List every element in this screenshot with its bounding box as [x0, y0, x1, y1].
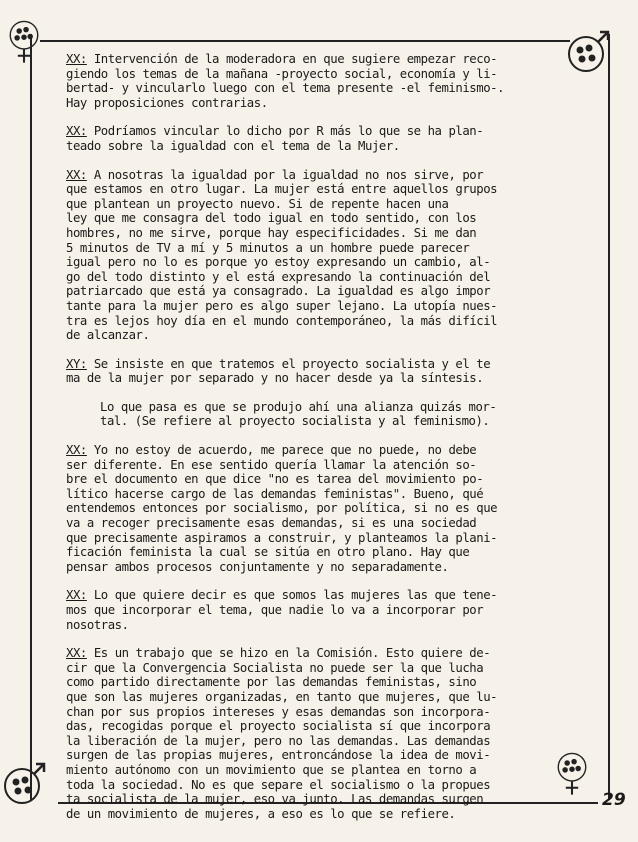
- text-line: [66, 603, 572, 618]
- line-text: das, recogidas porque el proyecto socialista sí que incorpora: [66, 719, 491, 734]
- line-text: lítico hacerse cargo de las demandas feministas". Bueno, qué: [66, 486, 484, 501]
- text-line: [66, 705, 572, 720]
- speaker-label: XX:: [66, 167, 87, 182]
- line-text: Es un trabajo que se hizo en la Comisión. Esto quiere de-: [86, 646, 491, 661]
- line-text: tra es lejos hoy día en el mundo contemporáneo, la más difícil: [66, 313, 498, 328]
- text-line: [66, 516, 572, 531]
- line-text: tante para la mujer pero es algo super lejano. La utopía nues-: [66, 298, 498, 313]
- text-line: [66, 81, 572, 96]
- line-text: teado sobre la igualdad con el tema de la Mujer.: [66, 138, 400, 153]
- speaker-label: XX:: [66, 646, 87, 661]
- transcript-paragraph: [66, 52, 572, 110]
- line-text: Podríamos vincular lo dicho por R más lo que se ha plan-: [86, 124, 484, 139]
- text-line: [66, 299, 572, 314]
- text-line: [66, 545, 572, 560]
- line-text: Lo que pasa es que se produjo ahí una alianza quizás mor-: [100, 399, 497, 414]
- paragraph-gap: [66, 574, 572, 588]
- transcript-paragraph: [66, 168, 572, 343]
- line-text: chan por sus propios intereses y esas demandas son incorpora-: [66, 704, 491, 719]
- text-line: [66, 501, 572, 516]
- line-text: de un movimiento de mujeres, a eso es lo que se refiere.: [66, 806, 456, 821]
- text-line: [66, 618, 572, 633]
- line-text: 5 minutos de TV a mí y 5 minutos a un hombre puede parecer: [66, 240, 470, 255]
- speaker-label: XX:: [66, 588, 87, 603]
- text-line: [66, 646, 572, 661]
- text-line: [66, 270, 572, 285]
- line-text: go del todo distinto y el está expresando la continuación del: [66, 269, 491, 284]
- line-text: Yo no estoy de acuerdo, me parece que no puede, no debe: [86, 443, 477, 458]
- line-text: Hay proposiciones contrarias.: [66, 95, 268, 110]
- line-text: bre el documento en que dice "no es tarea del movimiento po-: [66, 472, 484, 487]
- line-text: que estamos en otro lugar. La mujer está entre aquellos grupos: [66, 182, 498, 197]
- line-text: igual pero no lo es porque yo estoy expresando un cambio, al-: [66, 255, 491, 270]
- text-line: [66, 357, 572, 372]
- text-line: [66, 763, 572, 778]
- transcript-paragraph: [66, 357, 572, 386]
- text-line: [66, 371, 572, 386]
- line-text: miento autónomo con un movimiento que se plantea en torno a: [66, 762, 477, 777]
- line-text: que son las mujeres organizadas, en tanto que mujeres, que lu-: [66, 689, 498, 704]
- line-text: entendemos entonces por socialismo, por política, si no es que: [66, 501, 498, 516]
- line-text: ma de la mujer por separado y no hacer desde ya la síntesis.: [66, 371, 484, 386]
- text-line: [66, 197, 572, 212]
- speaker-label: XX:: [66, 443, 87, 458]
- transcript-paragraph: [66, 443, 572, 574]
- text-line: [66, 67, 572, 82]
- text-line: [66, 182, 572, 197]
- text-line: [66, 792, 572, 807]
- text-line: [66, 487, 572, 502]
- transcript-body: [66, 52, 572, 821]
- text-line: [66, 284, 572, 299]
- text-line: [66, 560, 572, 575]
- speaker-label: XX:: [66, 124, 87, 139]
- women-group-mars-icon: [2, 762, 46, 806]
- text-line: [100, 400, 572, 415]
- text-line: [100, 414, 572, 429]
- line-text: mos que incorporar el tema, que nadie lo va a incorporar por: [66, 603, 484, 617]
- text-line: [66, 124, 572, 139]
- text-line: [66, 531, 572, 546]
- text-line: [66, 734, 572, 749]
- text-line: [66, 255, 572, 270]
- top-rule: [40, 40, 570, 42]
- text-line: [66, 328, 572, 343]
- transcript-paragraph: [66, 588, 572, 632]
- text-line: [66, 241, 572, 256]
- line-text: ta socialista de la mujer, eso va junto. Las demandas surgen: [66, 792, 484, 807]
- text-line: [66, 690, 572, 705]
- text-line: [66, 661, 572, 676]
- women-group-mars-icon: [566, 30, 610, 74]
- text-line: [66, 139, 572, 154]
- text-line: [66, 807, 572, 822]
- text-line: [66, 211, 572, 226]
- line-text: Lo que quiere decir es que somos las mujeres las que tene-: [86, 588, 498, 603]
- line-text: giendo los temas de la mañana -proyecto social, economía y li-: [66, 66, 498, 81]
- paragraph-gap: [66, 110, 572, 124]
- text-line: [66, 52, 572, 67]
- text-line: [66, 443, 572, 458]
- text-line: [66, 748, 572, 763]
- line-text: que plantean un proyecto nuevo. Si de repente hacen una: [66, 196, 449, 211]
- paragraph-gap: [66, 632, 572, 646]
- page-number: 29: [602, 790, 626, 810]
- paragraph-gap: [66, 429, 572, 443]
- paragraph-gap: [66, 343, 572, 357]
- line-text: que precisamente aspiramos a construir, y planteamos la plani-: [66, 530, 498, 545]
- text-line: [66, 314, 572, 329]
- line-text: nosotras.: [66, 617, 129, 632]
- text-line: [66, 96, 572, 111]
- line-text: hombres, no me sirve, porque hay especificidades. Si me dan: [66, 225, 477, 240]
- paragraph-gap: [66, 386, 572, 400]
- transcript-paragraph: [66, 646, 572, 821]
- paragraph-gap: [66, 154, 572, 168]
- line-text: pensar ambos procesos conjuntamente y no separadamente.: [66, 559, 449, 574]
- line-text: cir que la Convergencia Socialista no puede ser la que lucha: [66, 660, 484, 675]
- line-text: como partido directamente por las demandas feministas, sino: [66, 675, 477, 690]
- text-line: [66, 226, 572, 241]
- line-text: de alcanzar.: [66, 328, 150, 343]
- transcript-paragraph: [66, 400, 572, 429]
- line-text: surgen de las propias mujeres, entroncándose la idea de movi-: [66, 748, 491, 763]
- women-group-venus-icon: [2, 20, 46, 64]
- line-text: Intervención de la moderadora en que sugiere empezar reco-: [86, 52, 498, 66]
- line-text: patriarcado que está ya consagrado. La igualdad es algo impor: [66, 284, 491, 299]
- line-text: bertad- y vincularlo luego con el tema presente -el feminismo-.: [66, 81, 505, 96]
- speaker-label: XY:: [66, 356, 87, 371]
- line-text: ser diferente. En ese sentido quería llamar la atención so-: [66, 457, 477, 472]
- text-line: [66, 472, 572, 487]
- line-text: ley que me consagra del todo igual en todo sentido, con los: [66, 211, 477, 226]
- line-text: Se insiste en que tratemos el proyecto socialista y el te: [86, 356, 491, 371]
- text-line: [66, 675, 572, 690]
- line-text: la liberación de la mujer, pero no las demandas. Las demandas: [66, 733, 491, 748]
- text-line: [66, 719, 572, 734]
- text-line: [66, 458, 572, 473]
- line-text: tal. (Se refiere al proyecto socialista y al feminismo).: [100, 414, 490, 429]
- line-text: A nosotras la igualdad por la igualdad no nos sirve, por: [86, 167, 484, 182]
- transcript-paragraph: [66, 124, 572, 153]
- text-line: [66, 168, 572, 183]
- line-text: ficación feminista la cual se sitúa en otro plano. Hay que: [66, 545, 470, 560]
- line-text: va a recoger precisamente esas demandas, si es una sociedad: [66, 516, 477, 531]
- text-line: [66, 588, 572, 603]
- text-line: [66, 778, 572, 793]
- speaker-label: XX:: [66, 52, 87, 66]
- line-text: toda la sociedad. No es que separe el socialismo o la propues: [66, 777, 491, 792]
